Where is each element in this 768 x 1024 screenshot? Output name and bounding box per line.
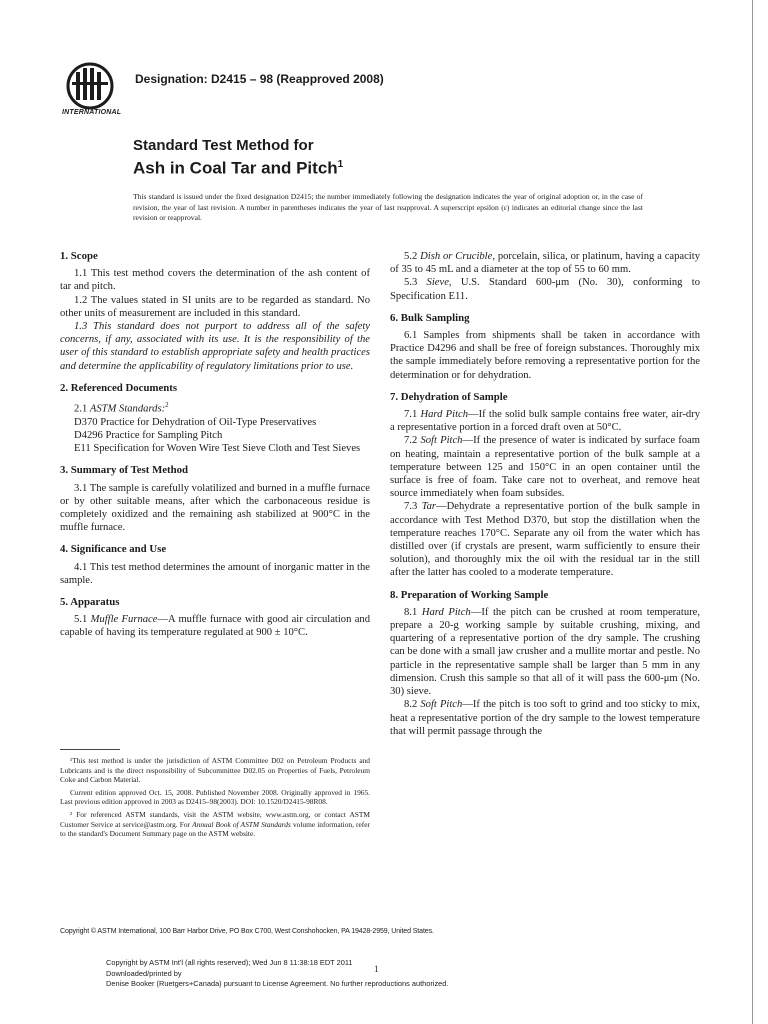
clause-number: 7.2 xyxy=(404,435,421,447)
title-line-2 xyxy=(133,155,343,178)
clause-title: Soft Pitch xyxy=(420,435,463,447)
title-footnote-mark: 1 xyxy=(337,159,344,170)
paragraph xyxy=(60,399,370,416)
footnote: Current edition approved Oct. 15, 2008. Published November 2008. Originally approved in 1965. Last previous edition approved in 2003 as D2415–98(2003). DOI: 10.1520/D2415-98R08. xyxy=(60,787,370,807)
copyright-notice: Copyright © ASTM International, 100 Barr Harbor Drive, PO Box C700, West Conshohocken, PA 19428-2959, United States. xyxy=(60,928,434,935)
paragraph xyxy=(390,500,700,579)
footnote-text: ² For referenced ASTM standards, visit the ASTM website, www.astm.org, or contact ASTM Customer Service at service@astm.org. For xyxy=(60,809,370,829)
reference-item: D4296 Practice for Sampling Pitch xyxy=(74,429,223,441)
paragraph xyxy=(60,613,370,639)
paragraph-text: 1.3 This standard does not purport to address all of the safety concerns, if any, associated with its use. It is the responsibility of the user of this standard to establish appropriate safety and health practices and determine the applicability of regulatory limitations prior to use. xyxy=(60,321,370,372)
footnote-mark: 2 xyxy=(165,401,169,410)
designation: Designation: D2415 – 98 (Reapproved 2008) xyxy=(135,72,384,86)
paragraph: 4.1 This test method determines the amount of inorganic matter in the sample. xyxy=(60,561,370,586)
clause-number: 2.1 xyxy=(74,403,90,415)
clause-text: —A muffle furnace with good air circulation and capable of having its temperature regulated at 900 ± 10°C. xyxy=(60,614,370,639)
left-column xyxy=(60,250,370,640)
section-heading: 1. Scope xyxy=(60,250,98,262)
logo-caption: INTERNATIONAL xyxy=(62,109,122,116)
clause-text: , porcelain, silica, or platinum, having a capacity of 35 to 45 mL and a diameter at the top of 55 to 60 mm. xyxy=(390,251,700,276)
download-line: Downloaded/printed by xyxy=(106,968,182,978)
section-heading: 6. Bulk Sampling xyxy=(390,311,470,324)
paragraph xyxy=(390,408,700,434)
section-heading: 7. Dehydration of Sample xyxy=(390,390,508,403)
footnote-italic: Annual Book of ASTM Standards xyxy=(192,819,291,829)
reference-item: E11 Specification for Woven Wire Test Sieve Cloth and Test Sieves xyxy=(74,443,361,455)
footnotes xyxy=(60,756,370,842)
clause-title: ASTM Standards: xyxy=(89,403,166,415)
clause-title: Dish or Crucible xyxy=(420,251,493,262)
paragraph xyxy=(390,250,700,276)
clause-number: 5.1 xyxy=(74,614,91,626)
clause-number: 5.2 xyxy=(404,251,421,262)
paragraph xyxy=(390,698,700,738)
section-heading: 4. Significance and Use xyxy=(60,543,167,556)
clause-title: Soft Pitch xyxy=(420,699,463,711)
clause-number: 7.1 xyxy=(404,409,421,421)
title-main: Ash in Coal Tar and Pitch xyxy=(133,158,338,178)
right-column xyxy=(390,250,700,738)
paragraph xyxy=(390,276,700,302)
clause-title: Tar xyxy=(421,501,437,513)
section-heading: 2. Referenced Documents xyxy=(60,381,178,394)
document-title xyxy=(133,136,343,178)
clause-text: —If the pitch can be crushed at room temperature, prepare a 20-g working sample by suitable crushing, mixing, and quartering of a representative portion of the dry sample. The crushing can be done with a small jaw crusher and a mullite mortar and pestle. No particle in the representative sample shall be larger than 5 mm in any dimension. Crush this sample so that all of it will pass the 600-μm (No. 30) sieve. xyxy=(390,606,700,698)
clause-text: —Dehydrate a representative portion of the bulk sample in accordance with Test Method D370, but stop the distillation when the temperature reaches 170°C. Separate any oil from the water which has distilled over (if crystals are present, warm sufficiently to ensure their solution), and thoroughly mix the oil with the residual tar in the still after the latter has cooled to a moderate temperature. xyxy=(390,501,700,579)
clause-number: 7.3 xyxy=(404,501,422,513)
footnote: ¹This test method is under the jurisdiction of ASTM Committee D02 on Petroleum Products and Lubricants and is the direct responsibility of Subcommittee D02.05 on Properties of Fuels, Petroleum Coke and Carbon Material. xyxy=(60,756,370,785)
paragraph xyxy=(390,434,700,500)
page-edge xyxy=(752,0,753,1024)
reference-item: D370 Practice for Dehydration of Oil-Type Preservatives xyxy=(74,416,317,428)
footnote-rule xyxy=(60,749,120,750)
title-line-1: Standard Test Method for xyxy=(133,137,314,154)
footnote xyxy=(60,810,370,839)
clause-title: Muffle Furnace xyxy=(90,614,158,626)
paragraph-italic xyxy=(60,320,370,373)
clause-text: —If the pitch is too soft to grind and too sticky to mix, heat a representative portion of the dry sample to the lowest temperature that will permit passage through the xyxy=(390,699,700,737)
clause-number: 8.1 xyxy=(404,606,422,618)
paragraph: 1.1 This test method covers the determination of the ash content of tar and pitch. xyxy=(60,268,370,293)
intro-paragraph: This standard is issued under the fixed designation D2415; the number immediately following the designation indicates the year of original adoption or, in the case of revision, the year of last revision. A number in parentheses indicates the year of last reapproval. A superscript epsilon (ε) indicates an editorial change since the last revision or reapproval. xyxy=(133,192,643,222)
clause-text: —If the solid bulk sample contains free water, air-dry a representative portion in a forced draft oven at 50°C. xyxy=(390,409,700,434)
clause-title: Sieve xyxy=(426,277,449,289)
download-line: Denise Booker (Ruetgers+Canada) pursuant to License Agreement. No further reproductions authorized. xyxy=(106,979,449,988)
paragraph: 3.1 The sample is carefully volatilized and burned in a muffle furnace or by other suitable means, after which the carbonaceous residue is completely oxidized and the remaining ash stabilized at 900°C in the muffle furnace. xyxy=(60,482,370,534)
clause-text: , U.S. Standard 600-μm (No. 30), conforming to Specification E11. xyxy=(390,277,700,302)
clause-title: Hard Pitch xyxy=(420,409,469,421)
section-heading: 3. Summary of Test Method xyxy=(60,464,189,477)
paragraph: 1.2 The values stated in SI units are to be regarded as standard. No other units of measurement are included in this standard. xyxy=(60,294,370,319)
download-notice xyxy=(106,958,526,990)
footnote-text: volume information, refer to the standard's Document Summary page on the ASTM website. xyxy=(60,819,370,839)
clause-text: —If the presence of water is indicated by surface foam on heating, maintain a representative portion of the bulk sample at a temperature between 125 and 150°C in an open container until the surface is free of foam. Take care not to overheat, and remove heat source immediately when foam subsides. xyxy=(390,435,700,500)
paragraph: 6.1 Samples from shipments shall be taken in accordance with Practice D4296 and shall be free of foreign substances. Thoroughly mix the sample immediately before removing a representative portion for the determination or for dehydration. xyxy=(390,330,700,381)
clause-number: 5.3 xyxy=(404,277,427,289)
section-heading: 5. Apparatus xyxy=(60,596,120,608)
paragraph xyxy=(390,606,700,698)
download-line: Copyright by ASTM Int'l (all rights reserved); Wed Jun 8 11:38:18 EDT 2011 xyxy=(106,958,353,967)
section-heading: 8. Preparation of Working Sample xyxy=(390,588,549,601)
page-number: 1 xyxy=(374,964,379,974)
clause-number: 8.2 xyxy=(404,699,421,711)
clause-title: Hard Pitch xyxy=(421,606,471,618)
